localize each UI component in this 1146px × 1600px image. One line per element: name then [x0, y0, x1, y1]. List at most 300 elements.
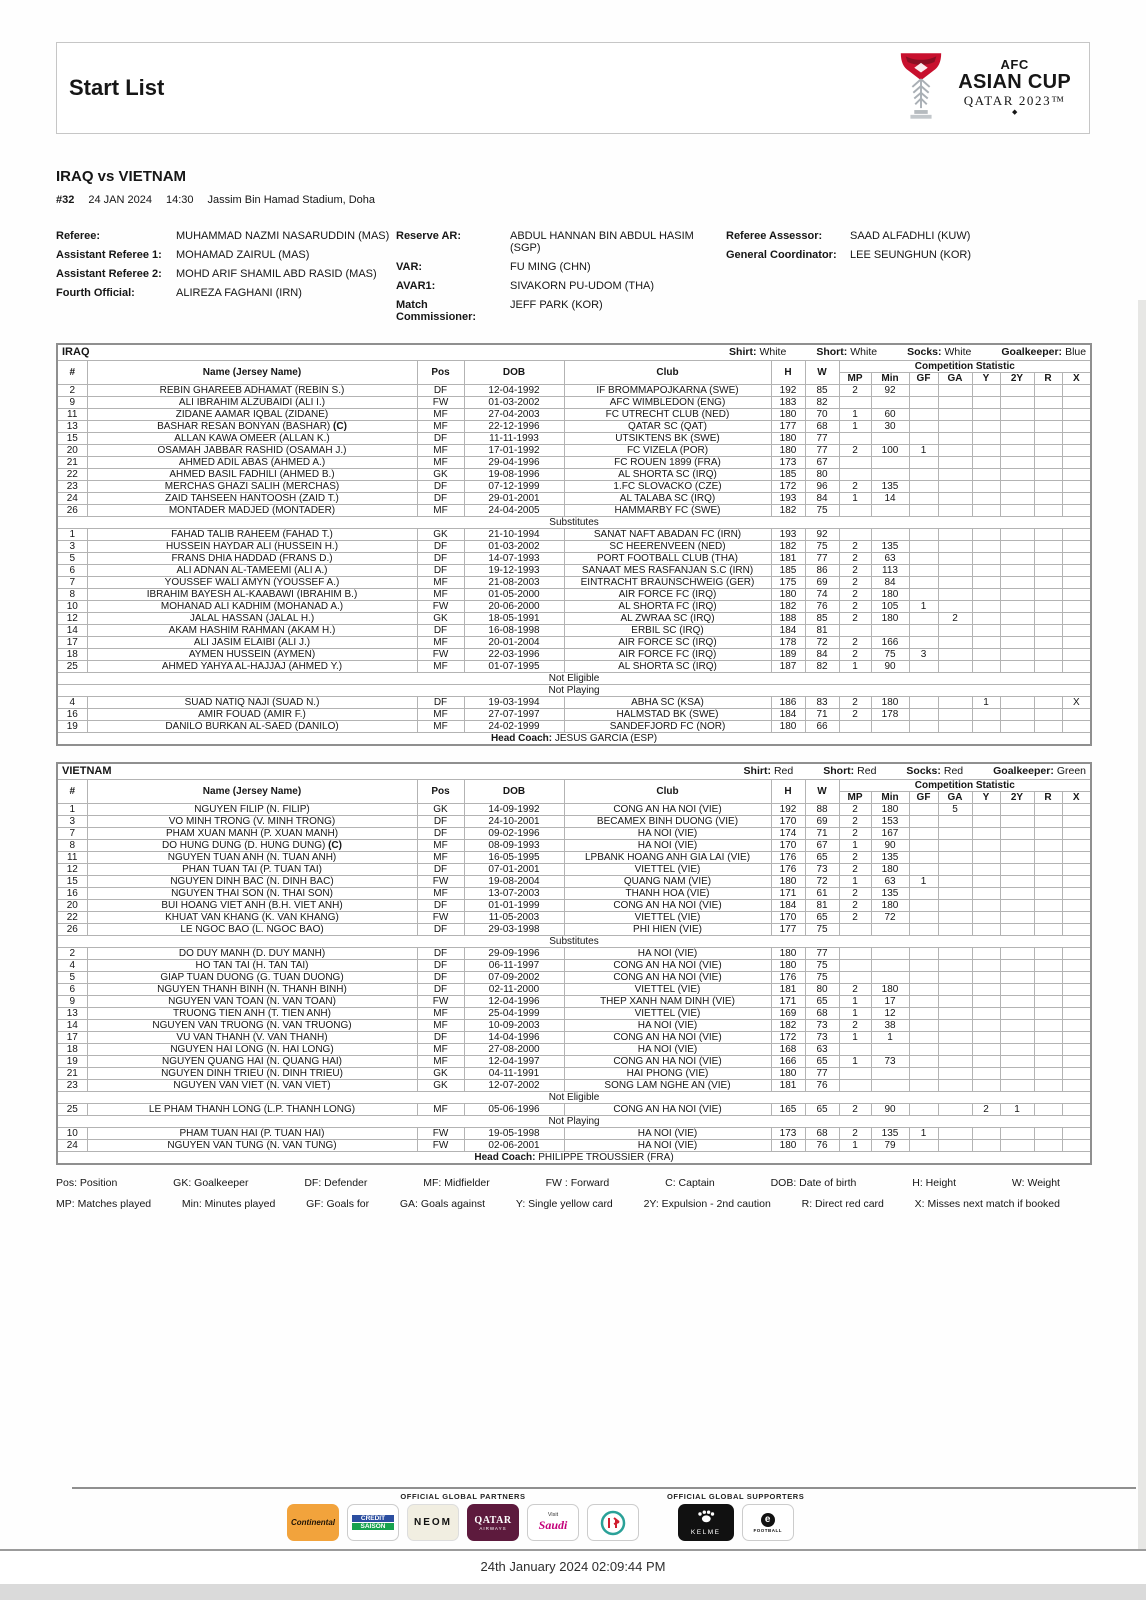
player-height: 170	[771, 912, 805, 924]
player-stat-x	[1062, 984, 1091, 996]
player-stat-r	[1034, 469, 1062, 481]
col-num: #	[57, 780, 87, 804]
player-name: PHAM TUAN HAI (P. TUAN HAI)	[87, 1128, 417, 1140]
player-stat-y	[972, 1128, 1000, 1140]
player-height: 182	[771, 601, 805, 613]
player-stat-r	[1034, 996, 1062, 1008]
player-weight: 84	[805, 493, 839, 505]
player-stat-gf	[909, 565, 938, 577]
player-weight: 61	[805, 888, 839, 900]
player-height: 176	[771, 972, 805, 984]
player-stat-y	[972, 433, 1000, 445]
player-stat-r	[1034, 816, 1062, 828]
player-row	[57, 493, 1091, 505]
player-weight: 76	[805, 1080, 839, 1092]
col-2y: 2Y	[1000, 373, 1034, 385]
player-dob: 01-01-1999	[464, 900, 564, 912]
legend-item: R: Direct red card	[801, 1198, 884, 1210]
head-coach: Head Coach: JESUS GARCIA (ESP)	[57, 733, 1091, 746]
player-name: AMIR FOUAD (AMIR F.)	[87, 709, 417, 721]
player-club: SANDEFJORD FC (NOR)	[564, 721, 771, 733]
player-dob: 16-08-1998	[464, 625, 564, 637]
player-stat-min: 178	[871, 709, 909, 721]
player-stat-y: 1	[972, 697, 1000, 709]
player-pos: DF	[417, 984, 464, 996]
player-stat-x	[1062, 421, 1091, 433]
player-height: 182	[771, 1020, 805, 1032]
player-stat-r	[1034, 960, 1062, 972]
player-row	[57, 577, 1091, 589]
player-stat-mp: 2	[839, 577, 871, 589]
player-pos: DF	[417, 553, 464, 565]
supporters-label: OFFICIAL GLOBAL SUPPORTERS	[667, 1492, 805, 1501]
player-weight: 68	[805, 1128, 839, 1140]
player-stat-r	[1034, 697, 1062, 709]
player-stat-y2	[1000, 924, 1034, 936]
player-stat-x	[1062, 912, 1091, 924]
legend-item: X: Misses next match if booked	[914, 1198, 1060, 1210]
player-height: 180	[771, 721, 805, 733]
team-table-vietnam	[56, 762, 1092, 1165]
player-stat-r	[1034, 721, 1062, 733]
player-dob: 19-12-1993	[464, 565, 564, 577]
player-stat-y2	[1000, 469, 1034, 481]
player-number: 14	[57, 625, 87, 637]
player-stat-r	[1034, 972, 1062, 984]
player-pos: GK	[417, 804, 464, 816]
player-height: 180	[771, 445, 805, 457]
player-weight: 75	[805, 541, 839, 553]
player-height: 182	[771, 541, 805, 553]
player-pos: MF	[417, 888, 464, 900]
player-stat-x	[1062, 1020, 1091, 1032]
player-dob: 24-02-1999	[464, 721, 564, 733]
player-stat-ga	[938, 816, 972, 828]
player-name: GIAP TUAN DUONG (G. TUAN DUONG)	[87, 972, 417, 984]
player-stat-mp: 2	[839, 445, 871, 457]
player-dob: 01-07-1995	[464, 661, 564, 673]
player-stat-ga	[938, 1128, 972, 1140]
player-stat-gf	[909, 709, 938, 721]
player-row	[57, 864, 1091, 876]
col-ga: GA	[938, 373, 972, 385]
player-stat-y2	[1000, 828, 1034, 840]
player-stat-ga	[938, 433, 972, 445]
player-weight: 85	[805, 385, 839, 397]
player-name: NGUYEN VAN TUNG (N. VAN TUNG)	[87, 1140, 417, 1152]
player-stat-min: 180	[871, 804, 909, 816]
player-pos: GK	[417, 1080, 464, 1092]
player-pos: MF	[417, 1044, 464, 1056]
col-competition-statistic: Competition Statistic	[839, 780, 1091, 792]
team-header-row	[57, 344, 1091, 361]
player-height: 184	[771, 709, 805, 721]
player-stat-y2	[1000, 912, 1034, 924]
player-club: HA NOI (VIE)	[564, 1128, 771, 1140]
player-pos: GK	[417, 613, 464, 625]
player-name: ZAID TAHSEEN HANTOOSH (ZAID T.)	[87, 493, 417, 505]
player-row	[57, 876, 1091, 888]
col-y: Y	[972, 792, 1000, 804]
player-number: 18	[57, 649, 87, 661]
player-dob: 29-04-1996	[464, 457, 564, 469]
player-name: IBRAHIM BAYESH AL-KAABAWI (IBRAHIM B.)	[87, 589, 417, 601]
player-pos: FW	[417, 601, 464, 613]
logo-qatar-2023: QATAR 2023™	[963, 92, 1066, 108]
player-name: ALI ADNAN AL-TAMEEMI (ALI A.)	[87, 565, 417, 577]
player-stat-min: 38	[871, 1020, 909, 1032]
player-dob: 27-07-1997	[464, 709, 564, 721]
player-pos: MF	[417, 409, 464, 421]
player-stat-x	[1062, 481, 1091, 493]
player-stat-min: 90	[871, 1104, 909, 1116]
player-stat-x	[1062, 864, 1091, 876]
player-stat-mp: 1	[839, 421, 871, 433]
player-name: SUAD NATIQ NAJI (SUAD N.)	[87, 697, 417, 709]
player-stat-r	[1034, 601, 1062, 613]
player-name: NGUYEN THANH BINH (N. THANH BINH)	[87, 984, 417, 996]
photo-bottom-edge	[0, 1584, 1146, 1600]
player-name: NGUYEN HAI LONG (N. HAI LONG)	[87, 1044, 417, 1056]
player-pos: MF	[417, 505, 464, 517]
player-stat-x	[1062, 1128, 1091, 1140]
player-weight: 76	[805, 1140, 839, 1152]
section-label: Substitutes	[57, 936, 1091, 948]
kit-info	[729, 347, 1086, 359]
player-row	[57, 948, 1091, 960]
player-dob: 21-10-1994	[464, 529, 564, 541]
player-name: KHUAT VAN KHANG (K. VAN KHANG)	[87, 912, 417, 924]
player-stat-x	[1062, 1068, 1091, 1080]
player-number: 12	[57, 864, 87, 876]
player-pos: FW	[417, 876, 464, 888]
player-club: ABHA SC (KSA)	[564, 697, 771, 709]
player-row	[57, 469, 1091, 481]
player-number: 1	[57, 529, 87, 541]
player-club: HA NOI (VIE)	[564, 828, 771, 840]
player-stat-y2	[1000, 601, 1034, 613]
player-club: BECAMEX BINH DUONG (VIE)	[564, 816, 771, 828]
player-row	[57, 1104, 1091, 1116]
player-stat-min	[871, 948, 909, 960]
player-stat-y2	[1000, 948, 1034, 960]
player-name: AYMEN HUSSEIN (AYMEN)	[87, 649, 417, 661]
player-stat-r	[1034, 649, 1062, 661]
player-stat-mp: 2	[839, 613, 871, 625]
player-stat-r	[1034, 1032, 1062, 1044]
player-name: JALAL HASSAN (JALAL H.)	[87, 613, 417, 625]
player-stat-ga: 2	[938, 613, 972, 625]
player-dob: 27-04-2003	[464, 409, 564, 421]
player-stat-min: 63	[871, 876, 909, 888]
player-number: 11	[57, 852, 87, 864]
player-stat-mp	[839, 948, 871, 960]
player-weight: 73	[805, 1032, 839, 1044]
sponsor-continental-logo: Continental	[287, 1504, 339, 1541]
player-club: FC ROUEN 1899 (FRA)	[564, 457, 771, 469]
player-stat-y2	[1000, 1032, 1034, 1044]
player-row	[57, 397, 1091, 409]
player-stat-x	[1062, 625, 1091, 637]
player-row	[57, 972, 1091, 984]
player-club: HA NOI (VIE)	[564, 1140, 771, 1152]
player-stat-gf	[909, 948, 938, 960]
player-row	[57, 541, 1091, 553]
player-row	[57, 1068, 1091, 1080]
player-stat-y2	[1000, 1128, 1034, 1140]
player-number: 12	[57, 613, 87, 625]
legend-item: DOB: Date of birth	[770, 1177, 857, 1189]
player-stat-y	[972, 888, 1000, 900]
player-pos: DF	[417, 960, 464, 972]
player-number: 16	[57, 888, 87, 900]
player-club: LPBANK HOANG ANH GIA LAI (VIE)	[564, 852, 771, 864]
col-2y: 2Y	[1000, 792, 1034, 804]
player-pos: DF	[417, 481, 464, 493]
player-stat-ga	[938, 852, 972, 864]
player-pos: MF	[417, 1008, 464, 1020]
player-number: 6	[57, 565, 87, 577]
player-weight: 75	[805, 924, 839, 936]
player-dob: 12-04-1997	[464, 1056, 564, 1068]
col-gf: GF	[909, 373, 938, 385]
player-height: 181	[771, 984, 805, 996]
player-stat-r	[1034, 505, 1062, 517]
legend-item: C: Captain	[665, 1177, 715, 1189]
player-stat-ga	[938, 1068, 972, 1080]
player-height: 174	[771, 828, 805, 840]
player-stat-x	[1062, 1080, 1091, 1092]
player-stat-x	[1062, 948, 1091, 960]
player-stat-x	[1062, 565, 1091, 577]
player-row	[57, 924, 1091, 936]
player-stat-r	[1034, 625, 1062, 637]
player-height: 180	[771, 433, 805, 445]
player-row	[57, 613, 1091, 625]
player-height: 193	[771, 493, 805, 505]
legend-item: Y: Single yellow card	[515, 1198, 613, 1210]
player-stat-r	[1034, 1128, 1062, 1140]
player-dob: 01-03-2002	[464, 541, 564, 553]
player-weight: 85	[805, 613, 839, 625]
sponsor-neom-logo: NEOM	[407, 1504, 459, 1541]
player-stat-min: 135	[871, 481, 909, 493]
trophy-icon	[896, 50, 946, 127]
player-stat-min	[871, 972, 909, 984]
player-name: DO DUY MANH (D. DUY MANH)	[87, 948, 417, 960]
player-pos: MF	[417, 421, 464, 433]
player-number: 1	[57, 804, 87, 816]
player-stat-y2	[1000, 625, 1034, 637]
section-label: Substitutes	[57, 517, 1091, 529]
player-stat-ga	[938, 1044, 972, 1056]
player-number: 5	[57, 553, 87, 565]
player-name: BASHAR RESAN BONYAN (BASHAR) (C)	[87, 421, 417, 433]
player-stat-y	[972, 1056, 1000, 1068]
player-stat-ga: 5	[938, 804, 972, 816]
player-weight: 65	[805, 1104, 839, 1116]
player-name: FRANS DHIA HADDAD (FRANS D.)	[87, 553, 417, 565]
legend	[56, 1177, 1090, 1210]
player-stat-y2	[1000, 445, 1034, 457]
player-stat-ga	[938, 697, 972, 709]
player-stat-r	[1034, 445, 1062, 457]
player-stat-y	[972, 397, 1000, 409]
player-stat-min: 180	[871, 697, 909, 709]
player-stat-gf	[909, 852, 938, 864]
player-stat-r	[1034, 433, 1062, 445]
player-name: ALI JASIM ELAIBI (ALI J.)	[87, 637, 417, 649]
official-label: Referee:	[56, 230, 101, 242]
legend-item: MF: Midfielder	[423, 1177, 490, 1189]
player-stat-min: 105	[871, 601, 909, 613]
player-height: 170	[771, 816, 805, 828]
player-number: 17	[57, 637, 87, 649]
section-label: Not Playing	[57, 685, 1091, 697]
player-stat-y: 2	[972, 1104, 1000, 1116]
player-name: HO TAN TAI (H. TAN TAI)	[87, 960, 417, 972]
player-stat-r	[1034, 1044, 1062, 1056]
player-stat-ga	[938, 601, 972, 613]
player-club: AIR FORCE FC (IRQ)	[564, 589, 771, 601]
player-row	[57, 888, 1091, 900]
player-dob: 07-09-2002	[464, 972, 564, 984]
player-name: MERCHAS GHAZI SALIH (MERCHAS)	[87, 481, 417, 493]
player-number: 26	[57, 505, 87, 517]
col-num: #	[57, 361, 87, 385]
player-row	[57, 385, 1091, 397]
player-stat-y2	[1000, 1020, 1034, 1032]
player-stat-gf	[909, 493, 938, 505]
player-stat-mp: 2	[839, 984, 871, 996]
player-club: THEP XANH NAM DINH (VIE)	[564, 996, 771, 1008]
player-club: UTSIKTENS BK (SWE)	[564, 433, 771, 445]
official-label: Referee Assessor:	[726, 230, 823, 242]
player-stat-min	[871, 505, 909, 517]
player-stat-ga	[938, 960, 972, 972]
player-stat-r	[1034, 912, 1062, 924]
player-stat-y	[972, 469, 1000, 481]
player-height: 177	[771, 924, 805, 936]
player-weight: 82	[805, 397, 839, 409]
section-label: Not Eligible	[57, 673, 1091, 685]
col-h: H	[771, 780, 805, 804]
player-pos: DF	[417, 900, 464, 912]
player-number: 21	[57, 457, 87, 469]
player-stat-gf	[909, 900, 938, 912]
player-stat-y2	[1000, 876, 1034, 888]
player-stat-ga	[938, 1080, 972, 1092]
player-stat-x	[1062, 996, 1091, 1008]
player-stat-mp: 1	[839, 996, 871, 1008]
player-stat-x	[1062, 828, 1091, 840]
col-r: R	[1034, 373, 1062, 385]
player-stat-gf	[909, 433, 938, 445]
player-number: 2	[57, 948, 87, 960]
player-stat-ga	[938, 529, 972, 541]
legend-item: FW : Forward	[545, 1177, 610, 1189]
player-stat-r	[1034, 553, 1062, 565]
officials-column-2	[396, 230, 726, 323]
player-stat-r	[1034, 1080, 1062, 1092]
legend-item: W: Weight	[1011, 1177, 1060, 1189]
player-dob: 18-05-1991	[464, 613, 564, 625]
player-stat-y	[972, 840, 1000, 852]
player-stat-y	[972, 924, 1000, 936]
player-stat-y2	[1000, 637, 1034, 649]
player-stat-y	[972, 1020, 1000, 1032]
player-weight: 72	[805, 637, 839, 649]
player-height: 165	[771, 1104, 805, 1116]
player-stat-ga	[938, 421, 972, 433]
player-row	[57, 816, 1091, 828]
player-stat-y	[972, 601, 1000, 613]
player-name: NGUYEN QUANG HAI (N. QUANG HAI)	[87, 1056, 417, 1068]
player-dob: 20-01-2004	[464, 637, 564, 649]
official-label: Match Commissioner:	[396, 299, 477, 323]
player-stat-y	[972, 565, 1000, 577]
player-stat-x	[1062, 505, 1091, 517]
player-stat-x	[1062, 1104, 1091, 1116]
player-club: HA NOI (VIE)	[564, 1044, 771, 1056]
player-name: DO HUNG DUNG (D. HUNG DUNG) (C)	[87, 840, 417, 852]
player-stat-r	[1034, 565, 1062, 577]
player-pos: DF	[417, 924, 464, 936]
player-pos: DF	[417, 385, 464, 397]
player-stat-ga	[938, 984, 972, 996]
player-pos: FW	[417, 996, 464, 1008]
player-stat-r	[1034, 613, 1062, 625]
player-stat-y2: 1	[1000, 1104, 1034, 1116]
player-stat-y	[972, 445, 1000, 457]
player-stat-x	[1062, 960, 1091, 972]
player-stat-min: 72	[871, 912, 909, 924]
player-dob: 12-07-2002	[464, 1080, 564, 1092]
player-height: 180	[771, 1068, 805, 1080]
player-stat-ga	[938, 840, 972, 852]
player-stat-min: 180	[871, 864, 909, 876]
player-club: 1.FC SLOVACKO (CZE)	[564, 481, 771, 493]
player-stat-y2	[1000, 1080, 1034, 1092]
player-number: 15	[57, 433, 87, 445]
player-name: FAHAD TALIB RAHEEM (FAHAD T.)	[87, 529, 417, 541]
player-dob: 19-03-1994	[464, 697, 564, 709]
player-number: 8	[57, 589, 87, 601]
player-number: 21	[57, 1068, 87, 1080]
player-stat-mp: 2	[839, 565, 871, 577]
player-dob: 12-04-1992	[464, 385, 564, 397]
col-h: H	[771, 361, 805, 385]
col-w: W	[805, 361, 839, 385]
player-stat-y	[972, 553, 1000, 565]
player-stat-x	[1062, 397, 1091, 409]
player-number: 5	[57, 972, 87, 984]
player-stat-y2	[1000, 565, 1034, 577]
player-weight: 81	[805, 625, 839, 637]
player-stat-x: X	[1062, 697, 1091, 709]
player-stat-r	[1034, 1056, 1062, 1068]
player-stat-gf	[909, 1032, 938, 1044]
player-weight: 92	[805, 529, 839, 541]
player-stat-r	[1034, 637, 1062, 649]
player-stat-y2	[1000, 697, 1034, 709]
player-stat-ga	[938, 912, 972, 924]
player-stat-mp: 2	[839, 828, 871, 840]
player-stat-y	[972, 721, 1000, 733]
team-name: IRAQ	[62, 346, 90, 359]
official-label: Fourth Official:	[56, 287, 135, 299]
player-club: AIR FORCE SC (IRQ)	[564, 637, 771, 649]
